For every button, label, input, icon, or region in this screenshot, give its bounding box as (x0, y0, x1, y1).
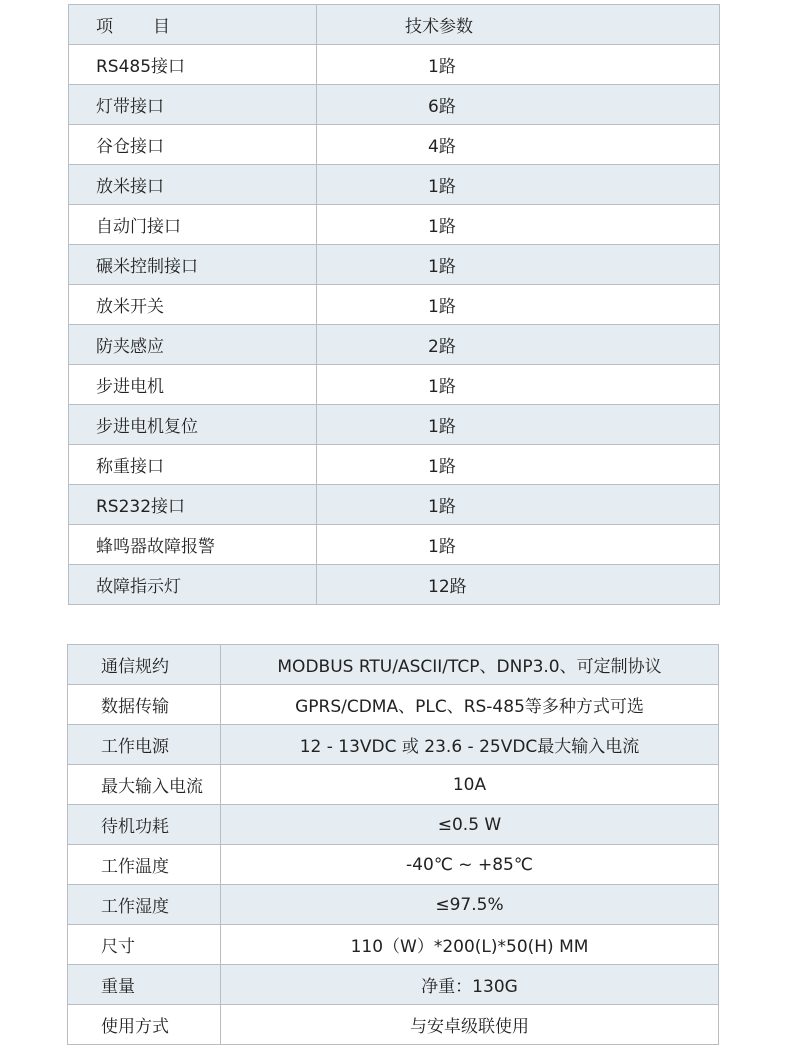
row-name: 称重接口 (69, 445, 317, 485)
row-name: 重量 (68, 965, 221, 1005)
header-item-char1: 项 (96, 17, 113, 37)
table-row (68, 1005, 719, 1045)
row-value: 1路 (317, 45, 720, 85)
row-value: GPRS/CDMA、PLC、RS-485等多种方式可选 (221, 685, 719, 725)
row-value: 12 - 13VDC 或 23.6 - 25VDC最大输入电流 (221, 725, 719, 765)
row-name: 放米开关 (69, 285, 317, 325)
row-name: 碾米控制接口 (69, 245, 317, 285)
table-row (68, 965, 719, 1005)
table-row (69, 565, 720, 605)
row-name: RS232接口 (69, 485, 317, 525)
row-value: 2路 (317, 325, 720, 365)
row-name: 待机功耗 (68, 805, 221, 845)
row-name: 谷仓接口 (69, 125, 317, 165)
row-name: RS485接口 (69, 45, 317, 85)
row-value: 净重：130G (221, 965, 719, 1005)
parameter-table (67, 644, 719, 1045)
row-value: 1路 (317, 485, 720, 525)
table-row (68, 805, 719, 845)
row-value: 12路 (317, 565, 720, 605)
row-value: 1路 (317, 285, 720, 325)
table-header-row (69, 5, 720, 45)
table-row (68, 725, 719, 765)
table-row (69, 45, 720, 85)
row-name: 工作电源 (68, 725, 221, 765)
table-row (69, 85, 720, 125)
row-value: 与安卓级联使用 (221, 1005, 719, 1045)
table-row (68, 925, 719, 965)
row-value: 1路 (317, 445, 720, 485)
row-value: 1路 (317, 165, 720, 205)
table-row (68, 845, 719, 885)
table-row (68, 645, 719, 685)
row-name: 自动门接口 (69, 205, 317, 245)
row-name: 故障指示灯 (69, 565, 317, 605)
row-value: 1路 (317, 205, 720, 245)
row-value: ≤97.5% (221, 885, 719, 925)
row-value: 4路 (317, 125, 720, 165)
table-row (68, 885, 719, 925)
row-value: -40℃ ~ +85℃ (221, 845, 719, 885)
header-param: 技术参数 (317, 5, 720, 45)
header-item (69, 5, 317, 45)
table-row (69, 245, 720, 285)
table-row (69, 165, 720, 205)
row-name: 最大输入电流 (68, 765, 221, 805)
row-value: 1路 (317, 525, 720, 565)
row-value: 1路 (317, 405, 720, 445)
row-name: 尺寸 (68, 925, 221, 965)
row-name: 数据传输 (68, 685, 221, 725)
row-name: 步进电机 (69, 365, 317, 405)
row-value: 1路 (317, 365, 720, 405)
table-row (69, 325, 720, 365)
table-row (68, 765, 719, 805)
row-name: 工作温度 (68, 845, 221, 885)
row-name: 步进电机复位 (69, 405, 317, 445)
spec-table (68, 4, 720, 605)
row-value: 10A (221, 765, 719, 805)
row-name: 通信规约 (68, 645, 221, 685)
row-value: ≤0.5 W (221, 805, 719, 845)
row-value: 1路 (317, 245, 720, 285)
table-row (69, 525, 720, 565)
row-name: 放米接口 (69, 165, 317, 205)
table-row (69, 285, 720, 325)
row-name: 使用方式 (68, 1005, 221, 1045)
table-row (69, 485, 720, 525)
table-row (68, 685, 719, 725)
row-name: 蜂鸣器故障报警 (69, 525, 317, 565)
row-value: 6路 (317, 85, 720, 125)
row-value: MODBUS RTU/ASCII/TCP、DNP3.0、可定制协议 (221, 645, 719, 685)
row-name: 灯带接口 (69, 85, 317, 125)
row-value: 110（W）*200(L)*50(H) MM (221, 925, 719, 965)
table-row (69, 125, 720, 165)
table-row (69, 205, 720, 245)
row-name: 工作湿度 (68, 885, 221, 925)
header-item-char2: 目 (153, 17, 170, 37)
table-row (69, 405, 720, 445)
table-row (69, 445, 720, 485)
table-row (69, 365, 720, 405)
row-name: 防夹感应 (69, 325, 317, 365)
